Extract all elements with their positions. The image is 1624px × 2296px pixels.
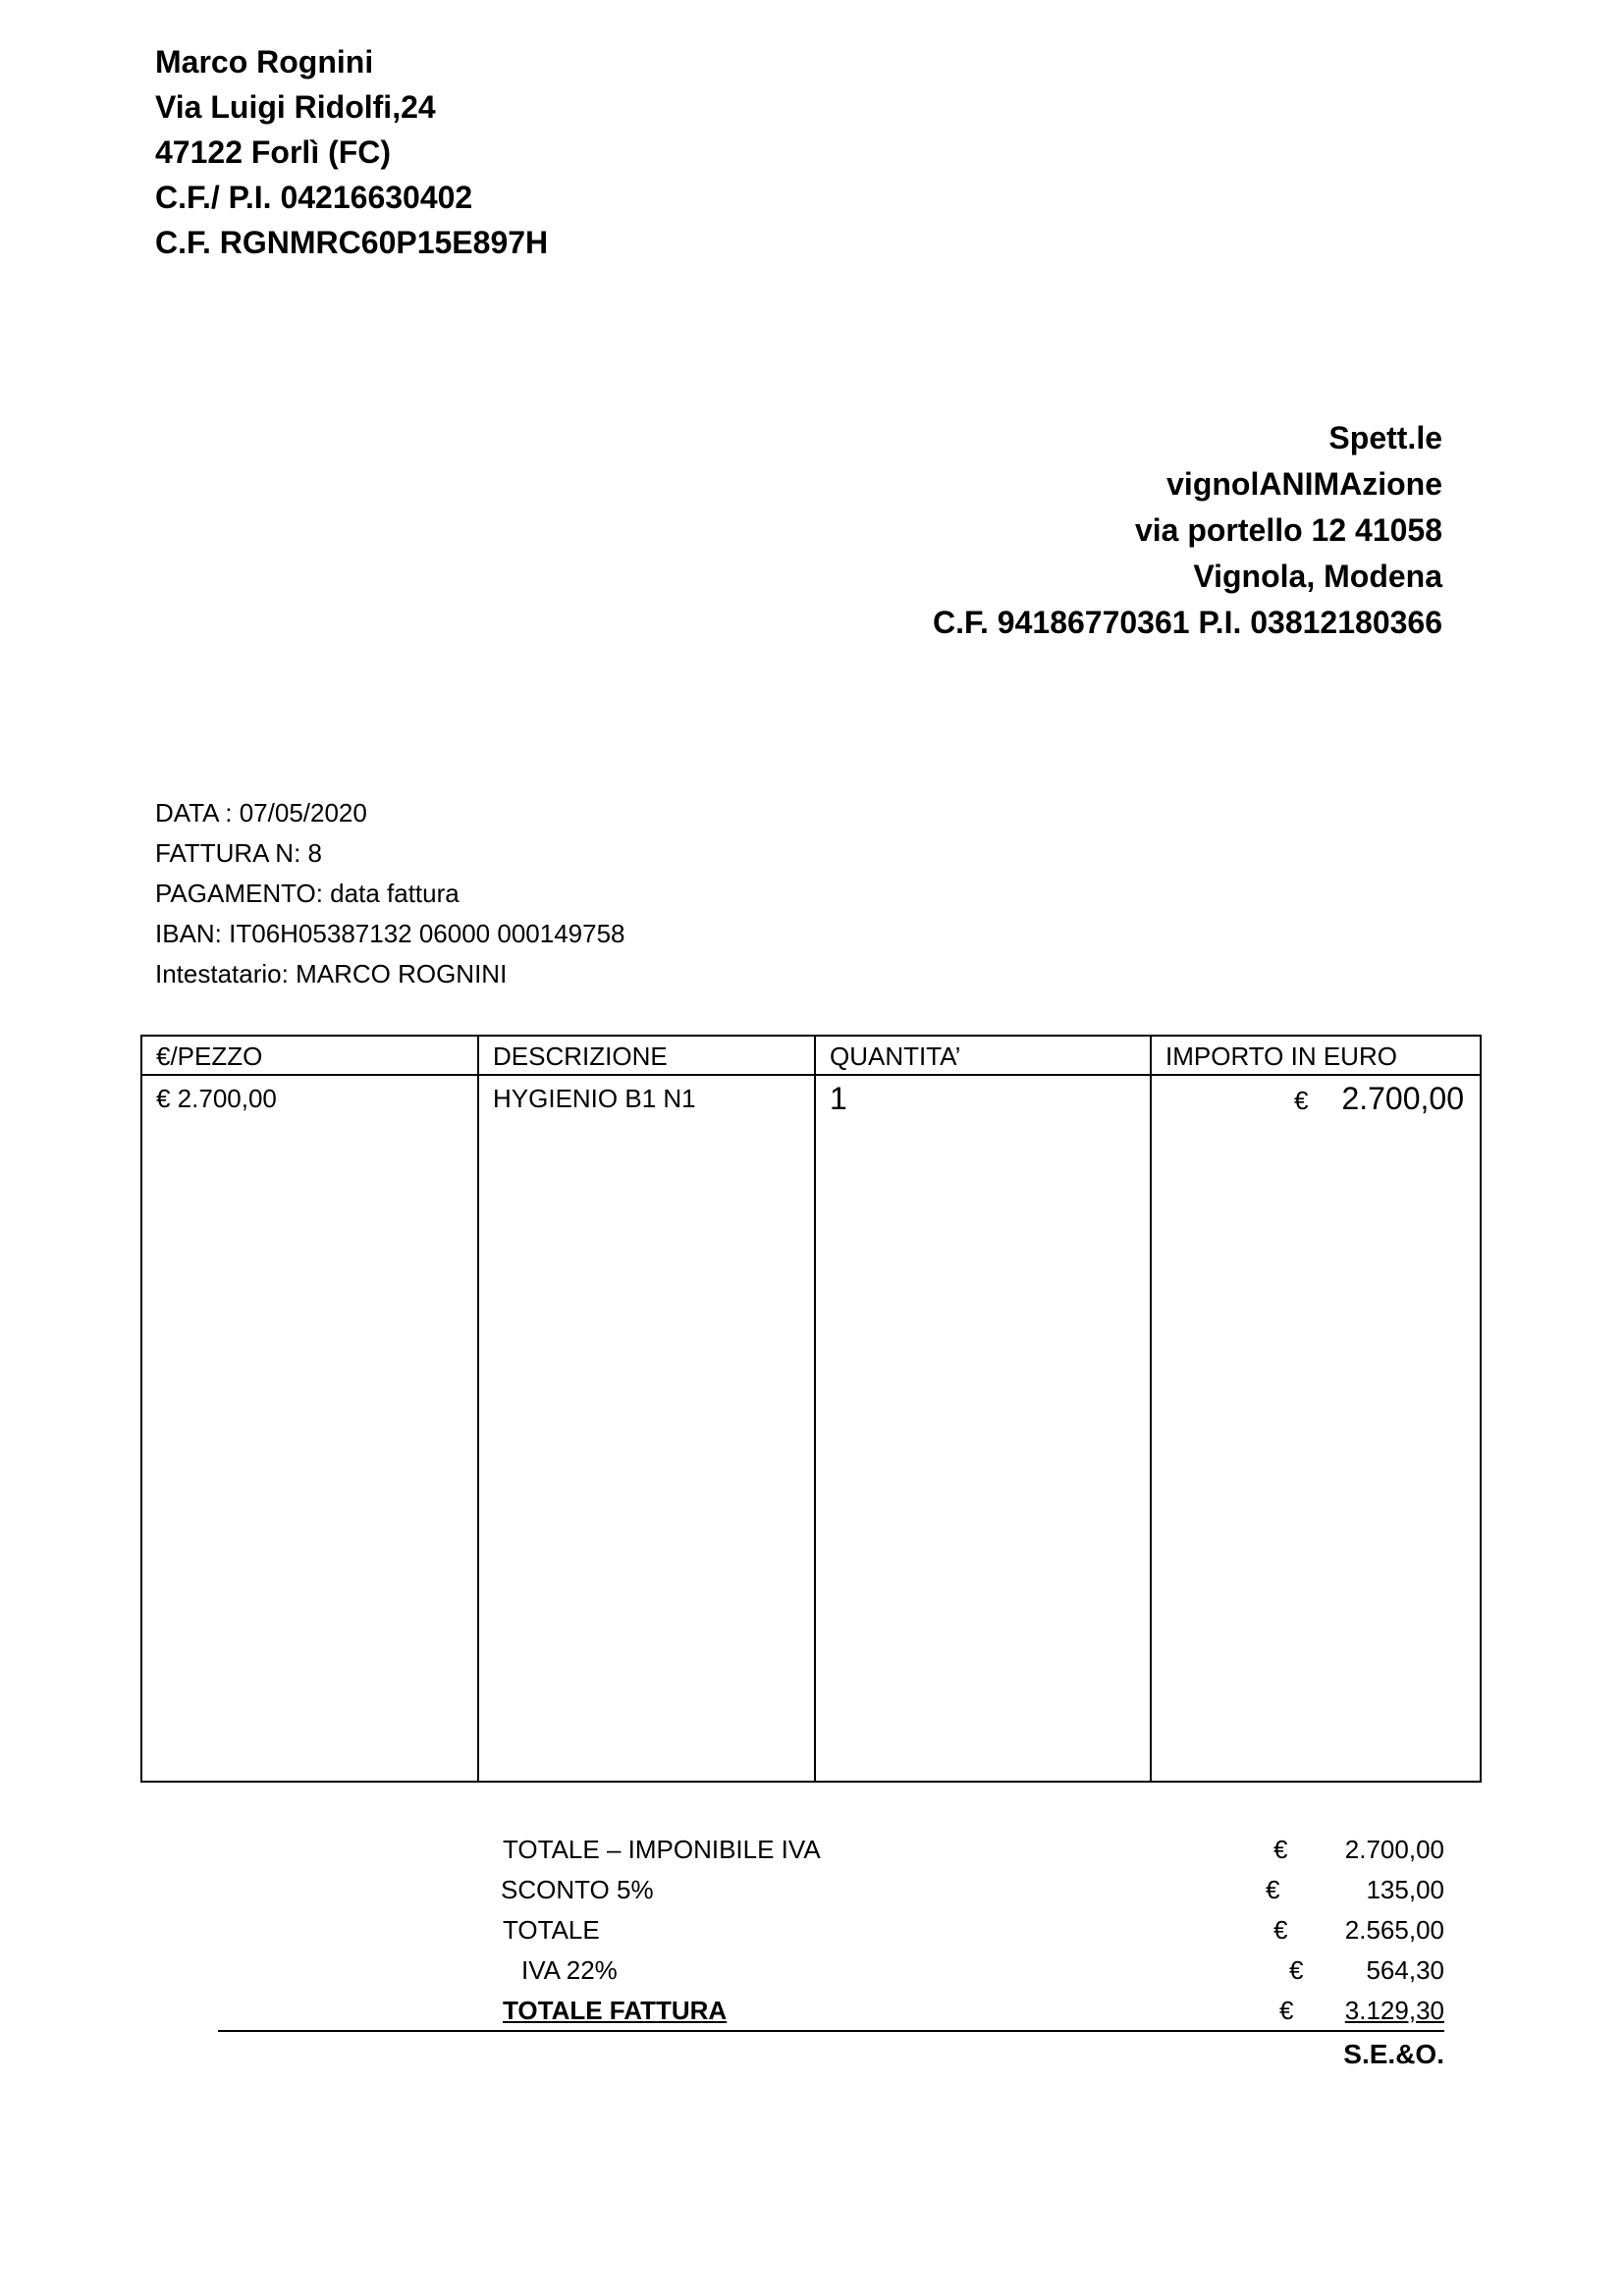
- cell-amount-currency: €: [1293, 1086, 1309, 1115]
- totals-divider: [218, 2030, 1444, 2032]
- cell-quantity: 1: [830, 1081, 847, 1116]
- iva-label: IVA 22%: [521, 1955, 618, 1985]
- items-table: [140, 1035, 1482, 1783]
- column-description: [479, 1037, 816, 1781]
- cell-description: HYGIENIO B1 N1: [493, 1084, 696, 1113]
- cell-unit-price: € 2.700,00: [156, 1084, 277, 1113]
- totale-amount: 2.565,00: [1344, 1915, 1444, 1945]
- column-unit-price: [142, 1037, 479, 1781]
- iban: IBAN: IT06H05387132 06000 000149758: [155, 919, 625, 948]
- column-amount: [1152, 1037, 1480, 1781]
- account-holder: Intestatario: MARCO ROGNINI: [155, 959, 508, 988]
- sender-name: Marco Rognini: [155, 44, 374, 80]
- sconto-amount: 135,00: [1366, 1875, 1444, 1904]
- invoice-info: [155, 793, 625, 994]
- header-amount: IMPORTO IN EURO: [1152, 1037, 1480, 1076]
- totale-fattura-amount: 3.129,30: [1344, 1996, 1444, 2025]
- sender-block: [155, 39, 548, 265]
- cell-amount-value: 2.700,00: [1341, 1081, 1464, 1116]
- sconto-label: SCONTO 5%: [501, 1875, 654, 1904]
- totale-label: TOTALE: [503, 1915, 600, 1945]
- total-imponibile-currency: €: [1273, 1835, 1288, 1864]
- recipient-city: Vignola, Modena: [1193, 559, 1442, 594]
- sender-street: Via Luigi Ridolfi,24: [155, 89, 436, 125]
- payment-terms: PAGAMENTO: data fattura: [155, 879, 460, 908]
- totale-fattura-currency: €: [1279, 1996, 1294, 2025]
- recipient-codes: C.F. 94186770361 P.I. 03812180366: [933, 605, 1442, 640]
- column-quantity: [816, 1037, 1152, 1781]
- recipient-block: [933, 415, 1442, 646]
- recipient-salutation: Spett.le: [1328, 420, 1442, 455]
- sender-city: 47122 Forlì (FC): [155, 134, 392, 170]
- sconto-currency: €: [1266, 1875, 1280, 1904]
- sender-vat: C.F./ P.I. 04216630402: [155, 180, 473, 215]
- totale-currency: €: [1273, 1915, 1288, 1945]
- recipient-street: via portello 12 41058: [1134, 512, 1442, 548]
- total-imponibile-label: TOTALE – IMPONIBILE IVA: [503, 1835, 821, 1864]
- sender-fiscal-code: C.F. RGNMRC60P15E897H: [155, 225, 549, 260]
- total-imponibile-amount: 2.700,00: [1344, 1835, 1444, 1864]
- invoice-date: DATA : 07/05/2020: [155, 798, 367, 828]
- seo-note: S.E.&O.: [1343, 2039, 1444, 2069]
- invoice-number: FATTURA N: 8: [155, 838, 322, 868]
- header-description: DESCRIZIONE: [479, 1037, 814, 1076]
- iva-amount: 564,30: [1366, 1955, 1444, 1985]
- totale-fattura-label: TOTALE FATTURA: [503, 1996, 728, 2025]
- iva-currency: €: [1289, 1955, 1304, 1985]
- cell-amount: [1152, 1076, 1480, 1123]
- recipient-name: vignolANIMAzione: [1166, 466, 1442, 502]
- header-unit-price: €/PEZZO: [142, 1037, 477, 1076]
- header-quantity: QUANTITA’: [816, 1037, 1150, 1076]
